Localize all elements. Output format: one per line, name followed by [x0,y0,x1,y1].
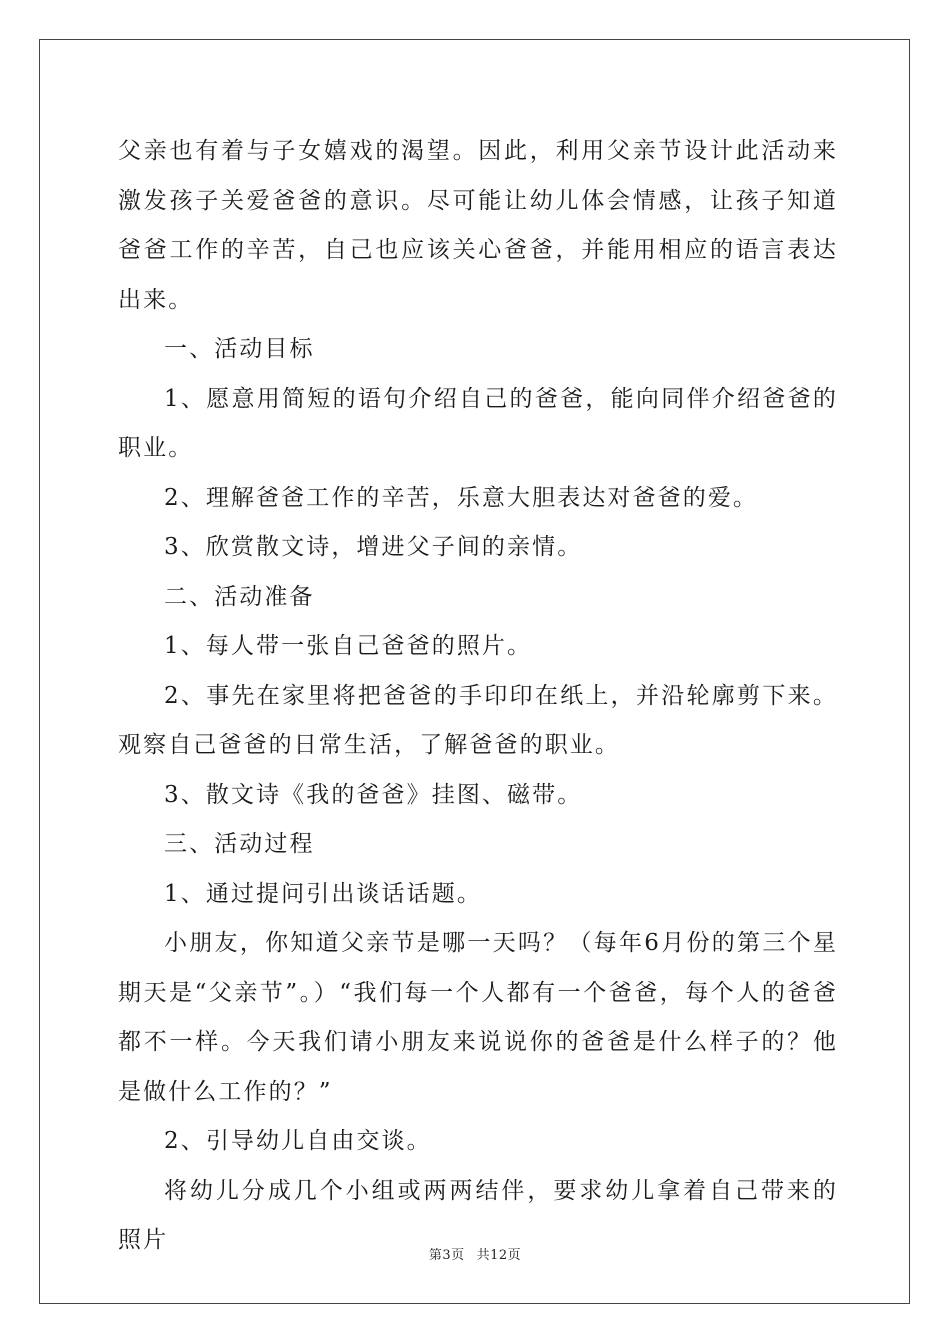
preparation-item-1: 1、每人带一张自己爸爸的照片。 [164,633,533,659]
page-footer [0,1248,950,1264]
preparation-item-3: 3、散文诗《我的爸爸》挂图、磁带。 [164,781,583,808]
process-step-2: 2、引导幼儿自由交谈。 [164,1128,432,1154]
preparation-item-2: 2、事先在家里将把爸爸的手印印在纸上，并沿轮廓剪下来。观察自己爸爸的日常生活，了解爸爸的职业。 [118,682,838,758]
paragraph-intro-continued: 父亲也有着与子女嬉戏的渴望。因此，利用父亲节设计此活动来激发孩子关爱爸爸的意识。尽可能让幼儿体会情感，让孩子知道爸爸工作的辛苦，自己也应该关心爸爸，并能用相应的语言表达出来。 [118,138,838,313]
goal-item-3: 3、欣赏散文诗，增进父子间的亲情。 [164,534,583,560]
page-number: 第3页 [428,1248,465,1263]
document-body [118,127,838,1266]
process-step-2-detail: 将幼儿分成几个小组或两两结伴，要求幼儿拿着自己带来的照片 [118,1177,838,1253]
goal-item-1: 1、愿意用简短的语句介绍自己的爸爸，能向同伴介绍爸爸的职业。 [118,385,838,461]
page-total: 共12页 [476,1248,522,1263]
goal-item-2: 2、理解爸爸工作的辛苦，乐意大胆表达对爸爸的爱。 [164,484,759,511]
process-step-1-dialogue: 小朋友，你知道父亲节是哪一天吗？（每年6月份的第三个星期天是“父亲节”。）“我们每一个人都有一个爸爸，每个人的爸爸都不一样。今天我们请小朋友来说说你的爸爸是什么样子的？他是做什么工作的？” [118,930,838,1105]
process-step-1: 1、通过提问引出谈话话题。 [164,880,482,907]
heading-activity-goals: 一、活动目标 [164,336,315,362]
heading-activity-process: 三、活动过程 [164,831,315,857]
heading-activity-preparation: 二、活动准备 [164,583,315,610]
